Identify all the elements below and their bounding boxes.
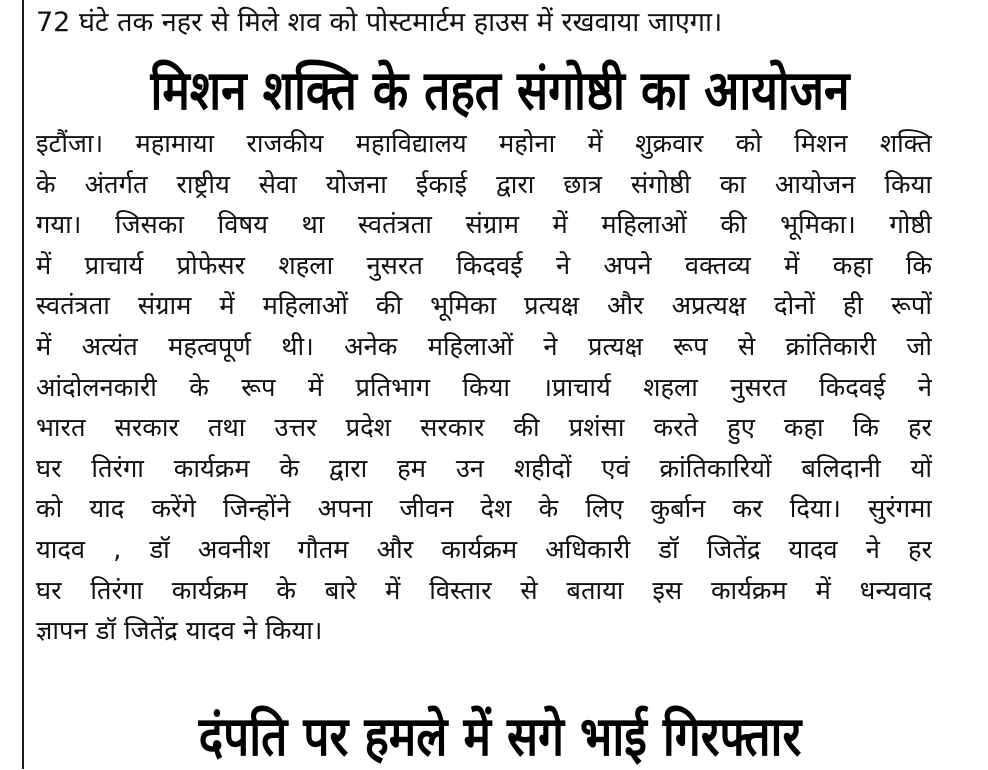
body-line: घर तिरंगा कार्यक्रम के द्वारा हम उन शहीदों एवं क्रांतिकारियों बलिदानी यों	[36, 453, 932, 484]
body-line: को याद करेंगे जिन्होंने अपना जीवन देश के लिए कुर्बान कर दिया। सुरंगमा	[36, 494, 932, 525]
previous-article-fragment: 72 घंटे तक नहर से मिले शव को पोस्टमार्टम हाउस में रखवाया जाएगा।	[36, 7, 723, 38]
next-article-headline: दंपति पर हमले में सगे भाई गिरफ्तार	[198, 704, 802, 769]
body-line: के अंतर्गत राष्ट्रीय सेवा योजना ईकाई द्वारा छात्र संगोष्ठी का आयोजन किया	[36, 169, 932, 200]
article-headline: मिशन शक्ति के तहत संगोष्ठी का आयोजन	[150, 58, 850, 123]
body-line: आंदोलनकारी के रूप में प्रतिभाग किया ।प्राचार्य शहला नुसरत किदवई ने	[36, 372, 932, 403]
body-line: गया। जिसका विषय था स्वतंत्रता संग्राम में महिलाओं की भूमिका। गोष्ठी	[36, 210, 932, 241]
body-line: ज्ञापन डॉ जितेंद्र यादव ने किया।	[36, 616, 323, 647]
body-line: भारत सरकार तथा उत्तर प्रदेश सरकार की प्रशंसा करते हुए कहा कि हर	[36, 413, 932, 444]
body-line: में प्राचार्य प्रोफेसर शहला नुसरत किदवई ने अपने वक्तव्य में कहा कि	[36, 250, 932, 281]
body-line: स्वतंत्रता संग्राम में महिलाओं की भूमिका प्रत्यक्ष और अप्रत्यक्ष दोनों ही रूपों	[36, 291, 932, 322]
body-line: इटौंजा। महामाया राजकीय महाविद्यालय महोना में शुक्रवार को मिशन शक्ति	[36, 129, 932, 159]
column-rule	[22, 0, 24, 769]
body-line: घर तिरंगा कार्यक्रम के बारे में विस्तार से बताया इस कार्यक्रम में धन्यवाद	[36, 575, 932, 606]
body-line: में अत्यंत महत्वपूर्ण थी। अनेक महिलाओं ने प्रत्यक्ष रूप से क्रांतिकारी जो	[36, 331, 932, 362]
body-line: यादव , डॉ अवनीश गौतम और कार्यक्रम अधिकारी डॉ जितेंद्र यादव ने हर	[36, 534, 932, 565]
article-body	[36, 124, 932, 652]
